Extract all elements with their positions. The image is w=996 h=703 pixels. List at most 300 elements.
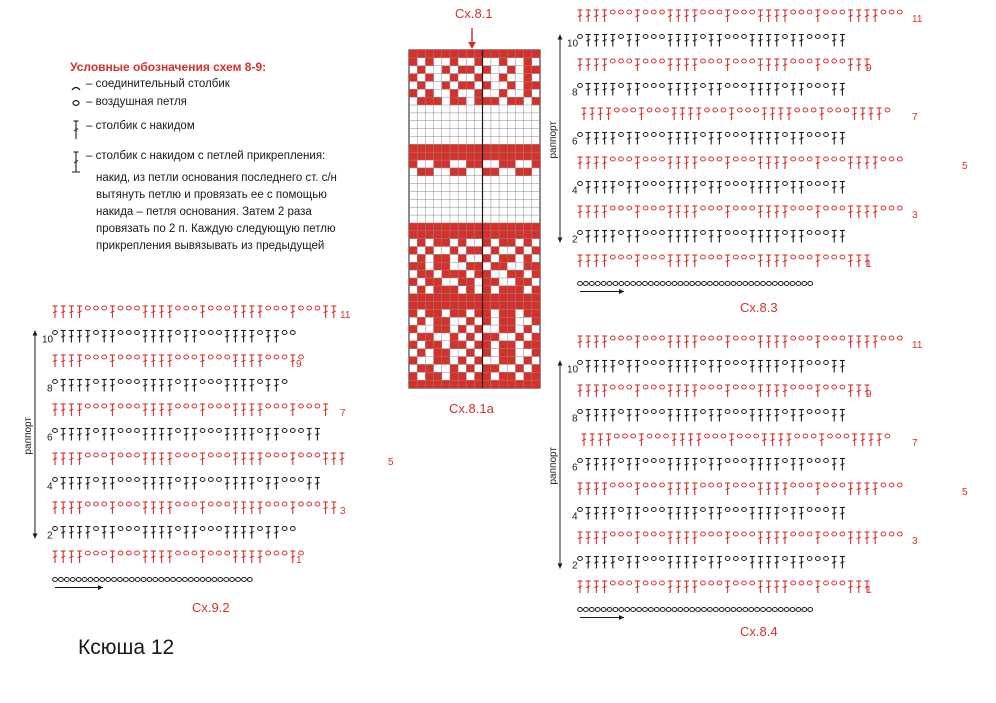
chain-symbol [709, 483, 714, 487]
row-number-right: 7 [912, 438, 918, 449]
filet-cell-filled [532, 364, 540, 372]
filet-cell-filled [434, 302, 442, 310]
chain-symbol [807, 59, 812, 63]
filet-cell-filled [442, 66, 450, 74]
filet-cell-filled [434, 357, 442, 365]
chain-symbol [651, 532, 656, 536]
chain-symbol [807, 84, 812, 88]
chain-symbol [815, 459, 820, 463]
row-number-right: 3 [912, 210, 918, 221]
filet-cell-filled [417, 302, 425, 310]
chain-symbol [709, 532, 714, 536]
chain-symbol [731, 608, 736, 612]
slip-stitch-icon [72, 88, 80, 91]
chain-symbol [619, 483, 624, 487]
legend-title: Условные обозначения схем 8-9: [70, 60, 267, 74]
chain-symbol [225, 551, 230, 555]
chain-symbol [613, 608, 618, 612]
filet-cell-filled [434, 278, 442, 286]
chain-symbol [578, 84, 583, 88]
chain-symbol [807, 557, 812, 561]
chain-symbol [282, 380, 287, 384]
chain-symbol [123, 578, 128, 582]
chain-symbol [619, 84, 624, 88]
chain-symbol [660, 508, 665, 512]
chain-symbol [803, 434, 808, 438]
filet-cell-filled [483, 364, 491, 372]
chain-symbol [807, 35, 812, 39]
chain-symbol [742, 182, 747, 186]
chain-symbol [824, 385, 829, 389]
chain-symbol [266, 306, 271, 310]
chain-symbol [701, 581, 706, 585]
filet-cell-filled [434, 254, 442, 262]
filet-cell-filled [491, 302, 499, 310]
filet-cell-filled [425, 97, 433, 105]
row-number-left: 10 [567, 38, 579, 50]
chain-symbol [791, 532, 796, 536]
chain-symbol [94, 404, 99, 408]
filet-cell-filled [417, 81, 425, 89]
chain-symbol [707, 282, 712, 286]
chain-symbol [897, 10, 902, 14]
chain-symbol [53, 429, 58, 433]
filet-cell-filled [409, 357, 417, 365]
filet-cell-filled [450, 74, 458, 82]
chain-symbol [118, 478, 123, 482]
chain-symbol [655, 108, 660, 112]
chain-symbol [266, 453, 271, 457]
filet-cell-filled [515, 294, 523, 302]
chain-symbol [733, 532, 738, 536]
filet-cell-filled [450, 333, 458, 341]
chain-symbol [619, 59, 624, 63]
chain-symbol [225, 306, 230, 310]
chain-symbol [684, 282, 689, 286]
chain-symbol [578, 459, 583, 463]
chain-symbol [743, 282, 748, 286]
chain-symbol [192, 502, 197, 506]
filet-cell-filled [458, 309, 466, 317]
filet-cell-filled [417, 380, 425, 388]
filet-cell-filled [532, 372, 540, 380]
chain-symbol [807, 231, 812, 235]
filet-cell-filled [475, 294, 483, 302]
filet-cell-filled [507, 223, 515, 231]
chain-symbol [664, 434, 669, 438]
legend-item-anchored-double-crochet: – столбик с накидом с петлей прикрепления: [86, 150, 326, 162]
chain-symbol [742, 231, 747, 235]
chain-symbol [799, 157, 804, 161]
filet-cell-filled [442, 317, 450, 325]
chain-symbol [274, 551, 279, 555]
chain-symbol [783, 84, 788, 88]
filet-cell-filled [442, 270, 450, 278]
chain-symbol [824, 336, 829, 340]
filet-cell-filled [450, 294, 458, 302]
chain-symbol [610, 206, 615, 210]
filet-cell-filled [483, 333, 491, 341]
filet-cell-filled [425, 223, 433, 231]
chain-symbol [217, 551, 222, 555]
chain-symbol [725, 35, 730, 39]
chain-symbol [731, 282, 736, 286]
chain-symbol [824, 410, 829, 414]
chain-symbol [627, 206, 632, 210]
chain-symbol [725, 410, 730, 414]
chain-symbol [725, 608, 730, 612]
chain-symbol [690, 282, 695, 286]
chain-symbol [840, 581, 845, 585]
chain-symbol [135, 502, 140, 506]
chain-symbol [795, 434, 800, 438]
chain-symbol [102, 404, 107, 408]
filet-cell-filled [532, 160, 540, 168]
filet-cell-filled [409, 380, 417, 388]
chain-symbol [619, 336, 624, 340]
chain-symbol [282, 404, 287, 408]
chain-symbol [610, 59, 615, 63]
filet-cell-filled [507, 81, 515, 89]
chain-symbol [881, 10, 886, 14]
chain-symbol [660, 336, 665, 340]
filet-cell-filled [434, 309, 442, 317]
chain-symbol [725, 361, 730, 365]
chain-symbol [85, 551, 90, 555]
double-crochet-anchored-icon [72, 152, 80, 172]
chain-symbol [643, 508, 648, 512]
chain-symbol [696, 282, 701, 286]
chain-symbol [192, 404, 197, 408]
chain-symbol [742, 459, 747, 463]
chain-symbol [258, 331, 263, 335]
chain-symbol [610, 157, 615, 161]
chain-symbol [274, 502, 279, 506]
chain-symbol [844, 434, 849, 438]
filet-cell-filled [425, 144, 433, 152]
chain-symbol [784, 608, 789, 612]
filet-cell-filled [524, 341, 532, 349]
chain-symbol [266, 502, 271, 506]
chain-symbol [761, 282, 766, 286]
chain-symbol [53, 478, 58, 482]
chain-symbol [742, 361, 747, 365]
chain-symbol [627, 59, 632, 63]
chain-symbol [651, 336, 656, 340]
filet-cell-filled [524, 357, 532, 365]
chain-symbol [176, 429, 181, 433]
chain-symbol [643, 133, 648, 137]
chain-symbol [102, 453, 107, 457]
chain-symbol [713, 108, 718, 112]
filet-cell-filled [507, 66, 515, 74]
filet-cell-filled [458, 152, 466, 160]
chain-symbol [643, 255, 648, 259]
chain-symbol [176, 355, 181, 359]
chain-symbol [282, 502, 287, 506]
row-number-left: 8 [572, 87, 578, 99]
row-number-right: 5 [962, 487, 968, 498]
chain-symbol [791, 157, 796, 161]
filet-cell-filled [524, 89, 532, 97]
chain-symbol [832, 10, 837, 14]
chain-symbol [135, 453, 140, 457]
chain-symbol [192, 453, 197, 457]
filet-cell-filled [409, 58, 417, 66]
chain-symbol [807, 532, 812, 536]
chain-symbol [824, 157, 829, 161]
chain-symbol [651, 483, 656, 487]
chain-symbol [743, 608, 748, 612]
filet-cell-filled [450, 247, 458, 255]
chain-symbol [802, 282, 807, 286]
chain-symbol [184, 453, 189, 457]
filet-cell-filled [532, 302, 540, 310]
filet-cell-filled [515, 50, 523, 58]
chain-symbol [290, 331, 295, 335]
filet-cell-filled [532, 309, 540, 317]
filet-cell-filled [507, 144, 515, 152]
chain-symbol [274, 453, 279, 457]
filet-cell-filled [499, 357, 507, 365]
chain-symbol [881, 157, 886, 161]
chain-symbol [184, 502, 189, 506]
chain-symbol [824, 459, 829, 463]
chain-symbol [182, 578, 187, 582]
chain-symbol [607, 608, 612, 612]
filet-cell-filled [524, 231, 532, 239]
chain-symbol [824, 532, 829, 536]
chain-symbol [799, 581, 804, 585]
chain-symbol [200, 527, 205, 531]
chain-symbol [742, 59, 747, 63]
chain-symbol [761, 608, 766, 612]
filet-cell-filled [483, 168, 491, 176]
chain-symbol [184, 306, 189, 310]
filet-cell-filled [499, 309, 507, 317]
repeat-label: раппорт [548, 121, 559, 159]
chain-symbol [742, 206, 747, 210]
filet-cell-filled [442, 294, 450, 302]
filet-cell-filled [499, 58, 507, 66]
chain-symbol [135, 404, 140, 408]
chain-symbol [631, 108, 636, 112]
filet-cell-filled [475, 89, 483, 97]
chain-symbol [94, 502, 99, 506]
filet-cell-filled [499, 380, 507, 388]
chain-symbol [94, 429, 99, 433]
filet-cell-filled [475, 144, 483, 152]
chart-9-2 [23, 306, 394, 590]
chain-symbol [840, 59, 845, 63]
filet-cell-filled [458, 168, 466, 176]
chain-symbol [742, 84, 747, 88]
chain-symbol [651, 557, 656, 561]
chain-symbol [707, 608, 712, 612]
chain-symbol [742, 336, 747, 340]
chain-symbol [307, 404, 312, 408]
chain-symbol [660, 410, 665, 414]
filet-cell-filled [532, 270, 540, 278]
chain-symbol [619, 410, 624, 414]
filet-cell-filled [524, 294, 532, 302]
chain-symbol [619, 557, 624, 561]
filet-cell-filled [450, 223, 458, 231]
chain-symbol [651, 84, 656, 88]
chain-symbol [709, 336, 714, 340]
filet-cell-filled [425, 380, 433, 388]
row-number-right: 1 [866, 585, 872, 596]
chain-symbol [118, 355, 123, 359]
filet-cell-filled [491, 364, 499, 372]
chain-symbol [578, 361, 583, 365]
chain-symbol [290, 429, 295, 433]
chain-symbol [832, 581, 837, 585]
chain-symbol [733, 336, 738, 340]
filet-cell-filled [466, 349, 474, 357]
filet-cell-filled [466, 317, 474, 325]
chain-symbol [881, 483, 886, 487]
chain-symbol [643, 10, 648, 14]
row-number-left: 8 [47, 383, 53, 395]
chain-symbol [840, 336, 845, 340]
filet-cell-filled [524, 152, 532, 160]
chain-symbol [627, 157, 632, 161]
chain-symbol [217, 453, 222, 457]
filet-cell-filled [458, 231, 466, 239]
filet-cell-filled [417, 239, 425, 247]
filet-cell-filled [458, 325, 466, 333]
chain-symbol [881, 336, 886, 340]
filet-cell-filled [409, 152, 417, 160]
chain-symbol [807, 206, 812, 210]
chain-symbol [733, 581, 738, 585]
chain-symbol [619, 385, 624, 389]
filet-cell-filled [434, 239, 442, 247]
filet-cell-filled [532, 380, 540, 388]
filet-cell-filled [434, 317, 442, 325]
chain-symbol [651, 59, 656, 63]
chart-8-1-filet-grid [409, 28, 540, 388]
filet-cell-filled [434, 380, 442, 388]
chain-symbol [832, 206, 837, 210]
chain-symbol [188, 578, 193, 582]
chain-symbol [737, 108, 742, 112]
filet-cell-filled [434, 372, 442, 380]
chain-symbol [643, 282, 648, 286]
chain-symbol [840, 10, 845, 14]
filet-cell-filled [417, 294, 425, 302]
filet-cell-filled [450, 286, 458, 294]
chain-symbol [719, 282, 724, 286]
repeat-arrow-top [558, 361, 563, 366]
filet-cell-filled [434, 97, 442, 105]
chain-symbol [717, 581, 722, 585]
filet-cell-filled [524, 81, 532, 89]
chain-symbol [701, 157, 706, 161]
filet-cell-filled [442, 286, 450, 294]
chain-symbol [217, 404, 222, 408]
chain-symbol [206, 578, 211, 582]
filet-cell-filled [442, 239, 450, 247]
filet-cell-filled [515, 302, 523, 310]
chain-symbol [709, 59, 714, 63]
chain-symbol [815, 133, 820, 137]
filet-cell-filled [515, 364, 523, 372]
filet-cell-filled [491, 144, 499, 152]
chain-symbol [733, 206, 738, 210]
chain-symbol [897, 157, 902, 161]
filet-cell-filled [434, 152, 442, 160]
chain-symbol [733, 133, 738, 137]
chain-symbol [118, 502, 123, 506]
chain-symbol [824, 35, 829, 39]
chain-symbol [225, 404, 230, 408]
chain-symbol [601, 282, 606, 286]
filet-cell-filled [475, 262, 483, 270]
chain-symbol [53, 527, 58, 531]
chain-symbol [725, 282, 730, 286]
filet-cell-filled [532, 81, 540, 89]
chain-symbol [274, 306, 279, 310]
chain-symbol [725, 557, 730, 561]
repeat-arrow-top [33, 331, 38, 336]
chain-symbol [651, 385, 656, 389]
chain-symbol [643, 581, 648, 585]
chain-symbol [147, 578, 152, 582]
chain-symbol [742, 385, 747, 389]
chain-symbol [824, 483, 829, 487]
chain-symbol [750, 157, 755, 161]
chain-symbol [578, 557, 583, 561]
chain-symbol [791, 59, 796, 63]
chain-symbol [717, 483, 722, 487]
filet-cell-filled [507, 286, 515, 294]
chain-symbol [126, 429, 131, 433]
filet-cell-filled [466, 231, 474, 239]
chain-symbol [647, 434, 652, 438]
chain-symbol [631, 434, 636, 438]
chain-symbol [643, 557, 648, 561]
chain-symbol [217, 355, 222, 359]
filet-cell-filled [507, 294, 515, 302]
filet-cell-filled [475, 302, 483, 310]
row-number-right: 11 [912, 340, 923, 351]
chain-symbol [651, 133, 656, 137]
chain-symbol [625, 282, 630, 286]
chain-symbol [643, 59, 648, 63]
chain-symbol [733, 59, 738, 63]
chain-symbol [660, 84, 665, 88]
chain-symbol [701, 483, 706, 487]
filet-cell-filled [532, 317, 540, 325]
chain-symbol [230, 578, 235, 582]
chain-symbol [767, 282, 772, 286]
filet-cell-filled [507, 349, 515, 357]
filet-cell-filled [458, 278, 466, 286]
chain-symbol [217, 380, 222, 384]
chain-symbol [701, 557, 706, 561]
chain-symbol [832, 59, 837, 63]
chain-symbol [733, 157, 738, 161]
chain-symbol [808, 608, 813, 612]
chain-symbol [610, 483, 615, 487]
chain-symbol [660, 282, 665, 286]
chain-symbol [208, 551, 213, 555]
chart-8-4-label: Сх.8.4 [740, 624, 778, 639]
filet-cell-filled [524, 262, 532, 270]
row-number-right: 5 [388, 457, 394, 468]
